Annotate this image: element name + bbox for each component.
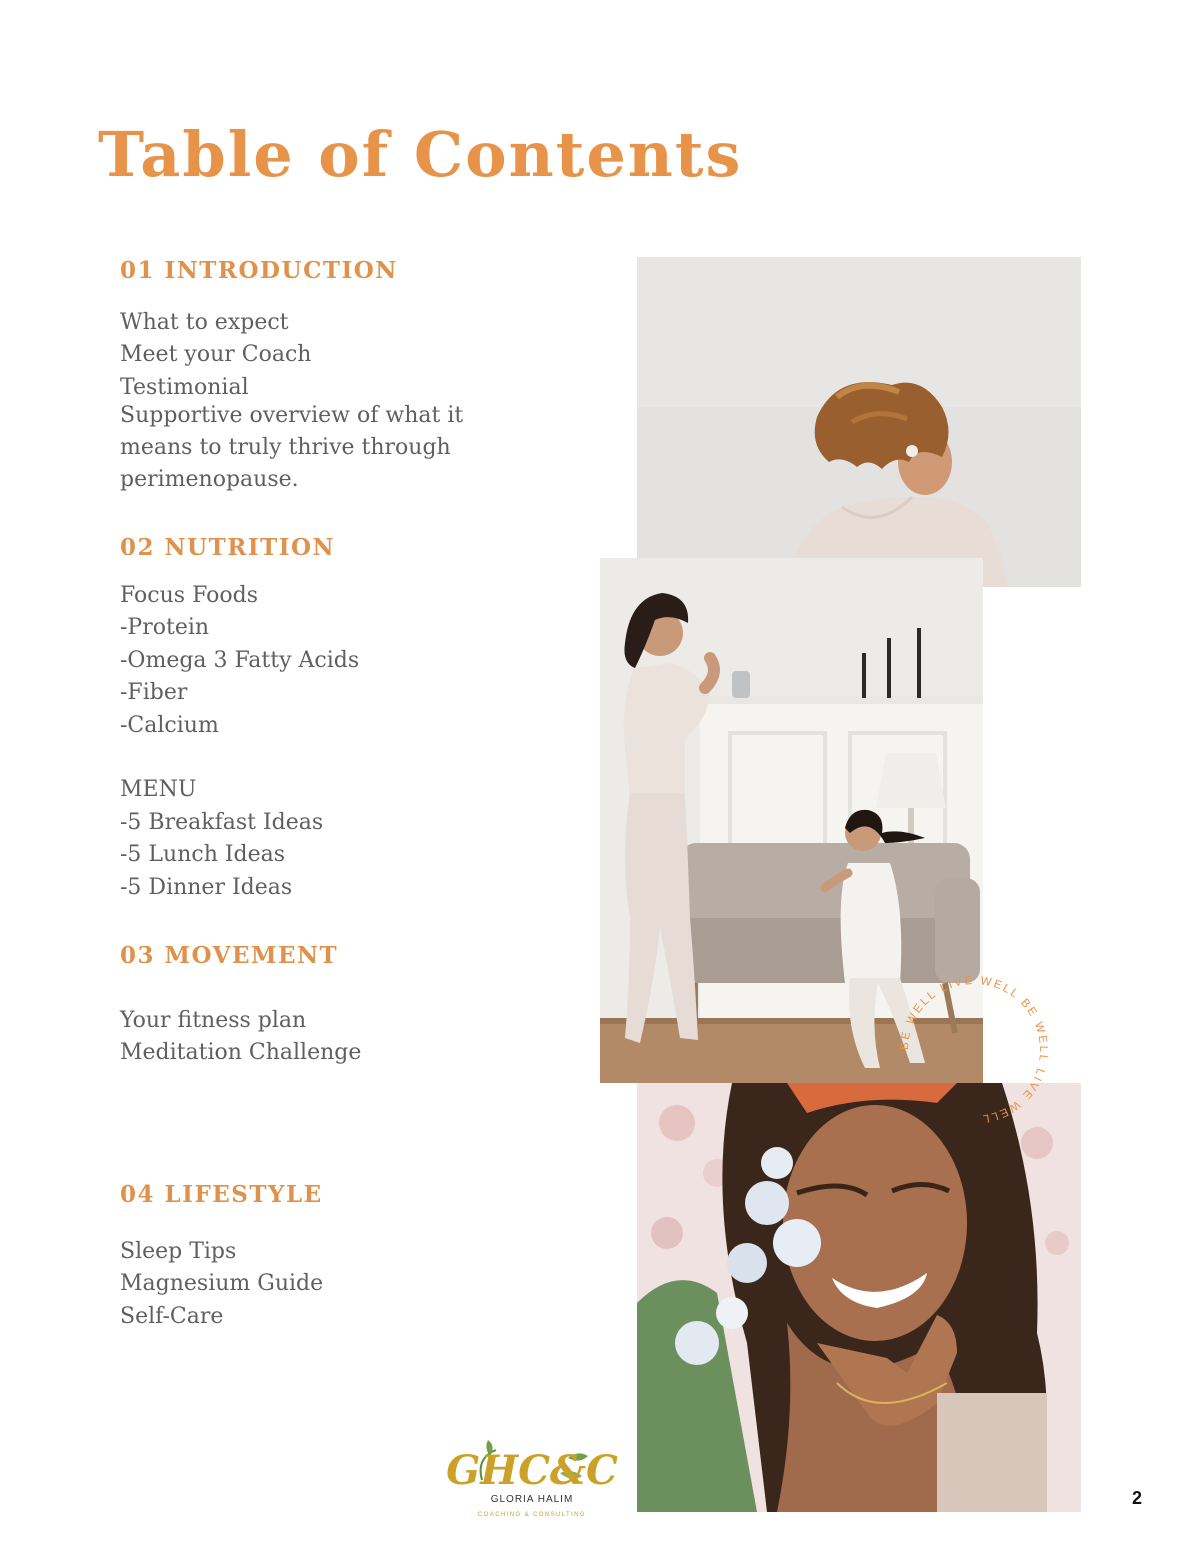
toc-item: Meet your Coach [120, 342, 312, 368]
section-heading-movement: 03 MOVEMENT [120, 942, 339, 969]
introduction-item-list [120, 307, 311, 404]
toc-item: Focus Foods [120, 583, 259, 608]
toc-item: -5 Lunch Ideas [120, 842, 286, 868]
toc-item: -Protein [120, 615, 210, 641]
toc-item: Self-Care [120, 1303, 224, 1329]
toc-item: Magnesium Guide [120, 1271, 324, 1297]
toc-item: -Fiber [120, 680, 188, 706]
section-heading-nutrition: 02 NUTRITION [120, 534, 336, 561]
toc-item: Sleep Tips [120, 1239, 237, 1264]
logo-monogram: GHC&C [446, 1447, 618, 1494]
toc-item: MENU [120, 777, 197, 803]
page-title: Table of Contents [98, 118, 743, 191]
toc-item: Your fitness plan [120, 1008, 307, 1033]
photo-smiling-woman-flowers [637, 1083, 1081, 1512]
toc-spacer [120, 742, 359, 774]
toc-item: -Calcium [120, 712, 219, 738]
toc-item: -Omega 3 Fatty Acids [120, 647, 360, 673]
toc-item: What to expect [120, 310, 289, 335]
section-heading-lifestyle: 04 LIFESTYLE [120, 1181, 323, 1208]
photo-woman-hair-toss [637, 257, 1081, 587]
movement-item-list [120, 1005, 361, 1070]
logo-tagline: COACHING & CONSULTING [478, 1512, 586, 1518]
lifestyle-item-list [120, 1236, 323, 1333]
section-heading-introduction: 01 INTRODUCTION [120, 257, 398, 284]
gloria-halim-logo [446, 1428, 618, 1520]
svg-text:BE WELL LIVE WELL BE WELL LIVE [899, 975, 1049, 1125]
toc-item: -5 Breakfast Ideas [120, 809, 324, 835]
toc-item: Testimonial [120, 374, 249, 400]
nutrition-item-list [120, 580, 359, 904]
toc-item: Meditation Challenge [120, 1040, 362, 1066]
toc-item: -5 Dinner Ideas [120, 874, 293, 900]
introduction-overview: Supportive overview of what it means to truly thrive through perimenopause. [120, 403, 464, 492]
logo-name: GLORIA HALIM [490, 1494, 574, 1505]
page-number: 2 [1131, 1488, 1142, 1508]
be-well-badge [888, 964, 1060, 1136]
badge-text: BE WELL LIVE WELL BE WELL LIVE WELL [898, 974, 1050, 1125]
